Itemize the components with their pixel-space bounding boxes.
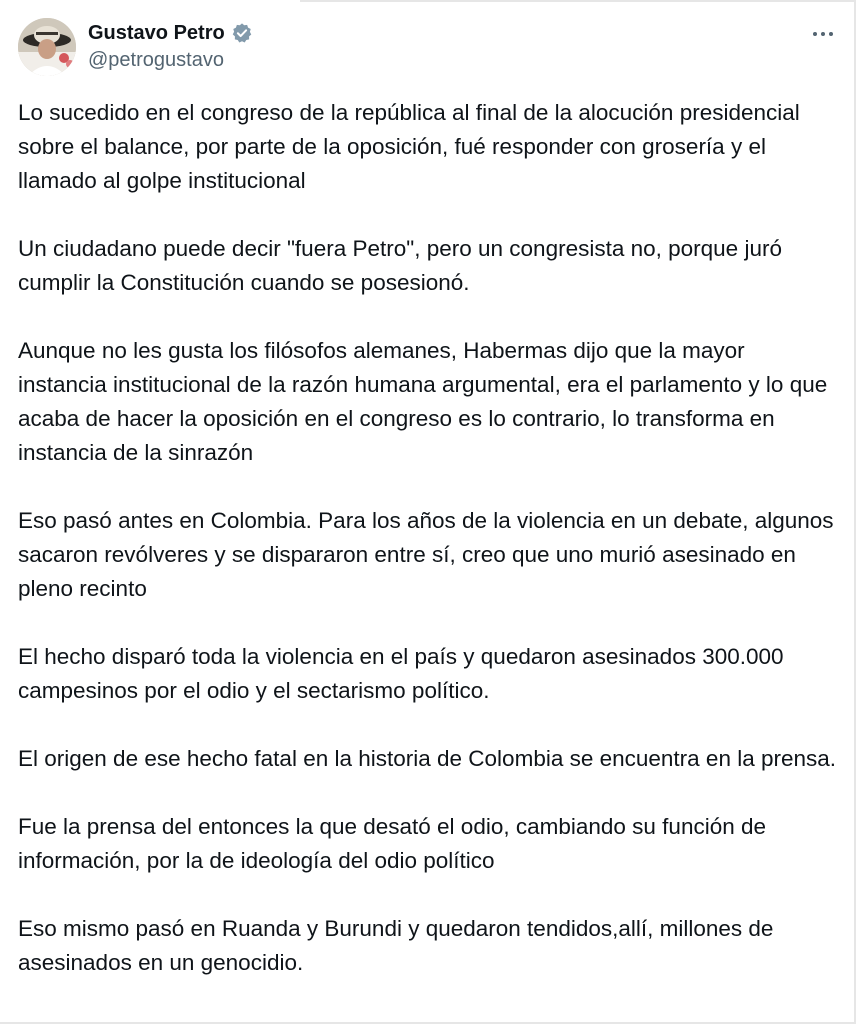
ellipsis-dot-icon [821, 32, 825, 36]
tweet-paragraph: Fue la prensa del entonces la que desató el odio, cambiando su función de información, por la de ideología del odio político [18, 814, 767, 873]
profile-photo-icon [18, 18, 76, 76]
author-handle[interactable]: @petrogustavo [88, 49, 224, 71]
ellipsis-dot-icon [813, 32, 817, 36]
tweet-paragraph: Eso pasó antes en Colombia. Para los años de la violencia en un debate, algunos sacaron revólveres y se dispararon entre sí, creo que uno murió asesinado en pleno recinto [18, 508, 834, 601]
tweet-paragraph: El origen de ese hecho fatal en la historia de Colombia se encuentra en la prensa. [18, 746, 837, 771]
author-display-name[interactable]: Gustavo Petro [88, 21, 225, 44]
tweet-paragraph: Aunque no les gusta los filósofos alemanes, Habermas dijo que la mayor instancia institucional de la razón humana argumental, era el parlamento y lo que acaba de hacer la oposición en el congreso es lo contrario, lo transforma en instancia de la sinrazón [18, 338, 828, 465]
display-name-row [88, 20, 253, 46]
ellipsis-dot-icon [829, 32, 833, 36]
tweet-paragraph: El hecho disparó toda la violencia en el país y quedaron asesinados 300.000 campesinos por el odio y el sectarismo político. [18, 644, 784, 703]
card-top-border [300, 0, 856, 2]
author-names [88, 20, 253, 72]
verified-badge-icon [231, 22, 253, 44]
tweet-text [18, 96, 838, 1014]
tweet-paragraph: Lo sucedido en el congreso de la república al final de la alocución presidencial sobre el balance, por parte de la oposición, fué responder con grosería y el llamado al golpe institucional [18, 100, 800, 193]
tweet-header [18, 18, 838, 78]
profile-photo-avatar[interactable] [18, 18, 76, 76]
tweet-paragraph: Un ciudadano puede decir "fuera Petro", pero un congresista no, porque juró cumplir la Constitución cuando se posesionó. [18, 236, 782, 295]
tweet-paragraph: Eso mismo pasó en Ruanda y Burundi y quedaron tendidos,allí, millones de asesinados en un genocidio. [18, 916, 774, 975]
more-options-button[interactable] [808, 24, 838, 44]
